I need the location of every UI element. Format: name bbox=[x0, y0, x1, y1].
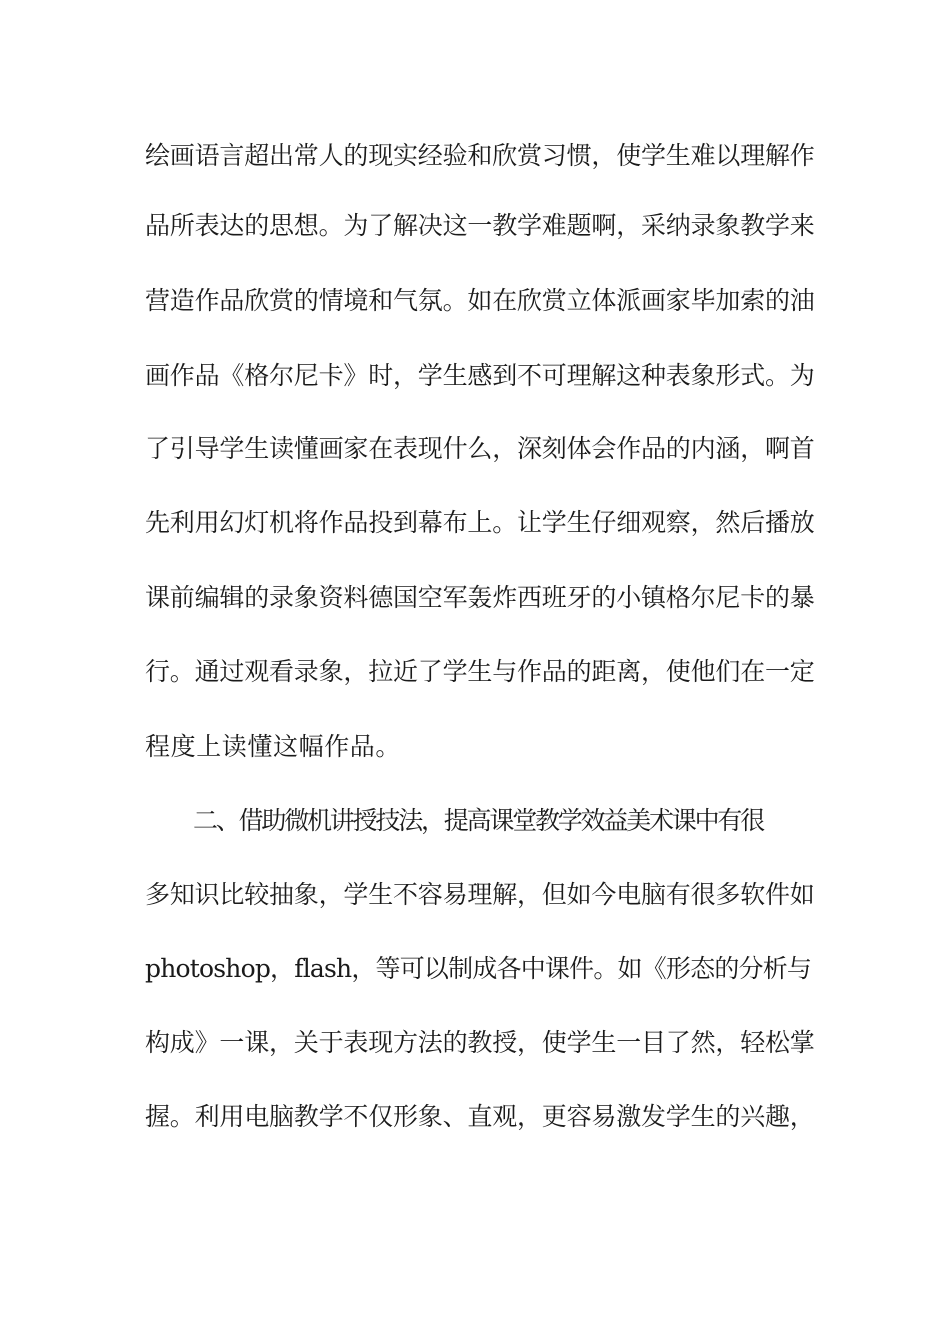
paragraph-heading-line: 二、借助微机讲授技法，提高课堂教学效益美术课中有很 bbox=[193, 806, 764, 835]
text-line: 营造作品欣赏的情境和气氛。如在欣赏立体派画家毕加索的油 bbox=[145, 286, 815, 315]
text-line: 多知识比较抽象，学生不容易理解，但如今电脑有很多软件如 bbox=[145, 880, 815, 909]
text-line: 品所表达的思想。为了解决这一教学难题啊，采纳录象教学来 bbox=[145, 211, 815, 240]
text-line: 先利用幻灯机将作品投到幕布上。让学生仔细观察，然后播放 bbox=[145, 508, 815, 537]
text-line: 构成》一课，关于表现方法的教授，使学生一目了然，轻松掌 bbox=[145, 1028, 815, 1057]
text-line: 了引导学生读懂画家在表现什么，深刻体会作品的内涵，啊首 bbox=[145, 434, 815, 463]
text-line: 握。利用电脑教学不仅形象、直观，更容易激发学生的兴趣， bbox=[145, 1102, 815, 1131]
text-line: 课前编辑的录象资料德国空军轰炸西班牙的小镇格尔尼卡的暴 bbox=[145, 583, 815, 612]
text-line: 程度上读懂这幅作品。 bbox=[145, 732, 402, 761]
text-line: 行。通过观看录象，拉近了学生与作品的距离，使他们在一定 bbox=[145, 657, 815, 686]
text-line: photoshop，flash，等可以制成各中课件。如《形态的分析与 bbox=[145, 954, 812, 983]
text-line: 绘画语言超出常人的现实经验和欣赏习惯，使学生难以理解作 bbox=[145, 141, 815, 170]
text-line: 画作品《格尔尼卡》时，学生感到不可理解这种表象形式。为 bbox=[145, 361, 815, 390]
